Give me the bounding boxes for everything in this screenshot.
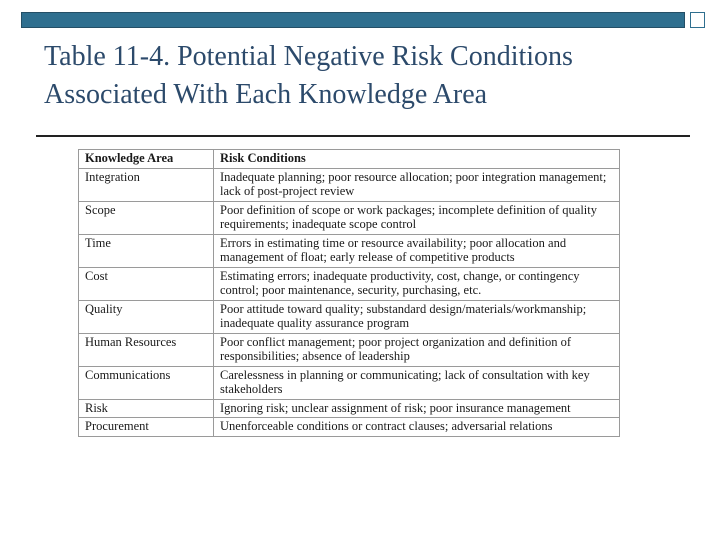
table-header-row	[79, 150, 620, 169]
column-header-knowledge-area: Knowledge Area	[79, 150, 214, 169]
risk-conditions-cell: Poor conflict management; poor project organization and definition of responsibilities; absence of leadership	[214, 333, 620, 366]
slide-title: Table 11-4. Potential Negative Risk Conditions Associated With Each Knowledge Area	[44, 41, 573, 110]
risk-conditions-cell: Estimating errors; inadequate productivity, cost, change, or contingency control; poor maintenance, security, purchasing, etc.	[214, 267, 620, 300]
risk-conditions-cell: Errors in estimating time or resource availability; poor allocation and management of float; early release of competitive products	[214, 234, 620, 267]
table-row	[79, 267, 620, 300]
table-row	[79, 300, 620, 333]
table-row	[79, 333, 620, 366]
knowledge-area-cell: Human Resources	[79, 333, 214, 366]
table-row	[79, 234, 620, 267]
risk-conditions-table	[78, 149, 620, 437]
knowledge-area-cell: Procurement	[79, 418, 214, 437]
corner-decoration	[690, 12, 705, 28]
knowledge-area-cell: Integration	[79, 168, 214, 201]
knowledge-area-cell: Scope	[79, 201, 214, 234]
table-row	[79, 399, 620, 418]
table-row	[79, 366, 620, 399]
risk-conditions-cell: Inadequate planning; poor resource allocation; poor integration management; lack of post-project review	[214, 168, 620, 201]
knowledge-area-cell: Quality	[79, 300, 214, 333]
risk-conditions-cell: Unenforceable conditions or contract clauses; adversarial relations	[214, 418, 620, 437]
table-row	[79, 418, 620, 437]
risk-conditions-cell: Poor definition of scope or work packages; incomplete definition of quality requirements; inadequate scope control	[214, 201, 620, 234]
title-divider	[36, 135, 690, 137]
knowledge-area-cell: Time	[79, 234, 214, 267]
knowledge-area-cell: Cost	[79, 267, 214, 300]
table-row	[79, 201, 620, 234]
risk-conditions-cell: Ignoring risk; unclear assignment of risk; poor insurance management	[214, 399, 620, 418]
knowledge-area-cell: Communications	[79, 366, 214, 399]
risk-conditions-cell: Poor attitude toward quality; substandard design/materials/workmanship; inadequate quality assurance program	[214, 300, 620, 333]
header-bar	[21, 12, 685, 28]
knowledge-area-cell: Risk	[79, 399, 214, 418]
table-row	[79, 168, 620, 201]
column-header-risk-conditions: Risk Conditions	[214, 150, 620, 169]
risk-conditions-cell: Carelessness in planning or communicating; lack of consultation with key stakeholders	[214, 366, 620, 399]
